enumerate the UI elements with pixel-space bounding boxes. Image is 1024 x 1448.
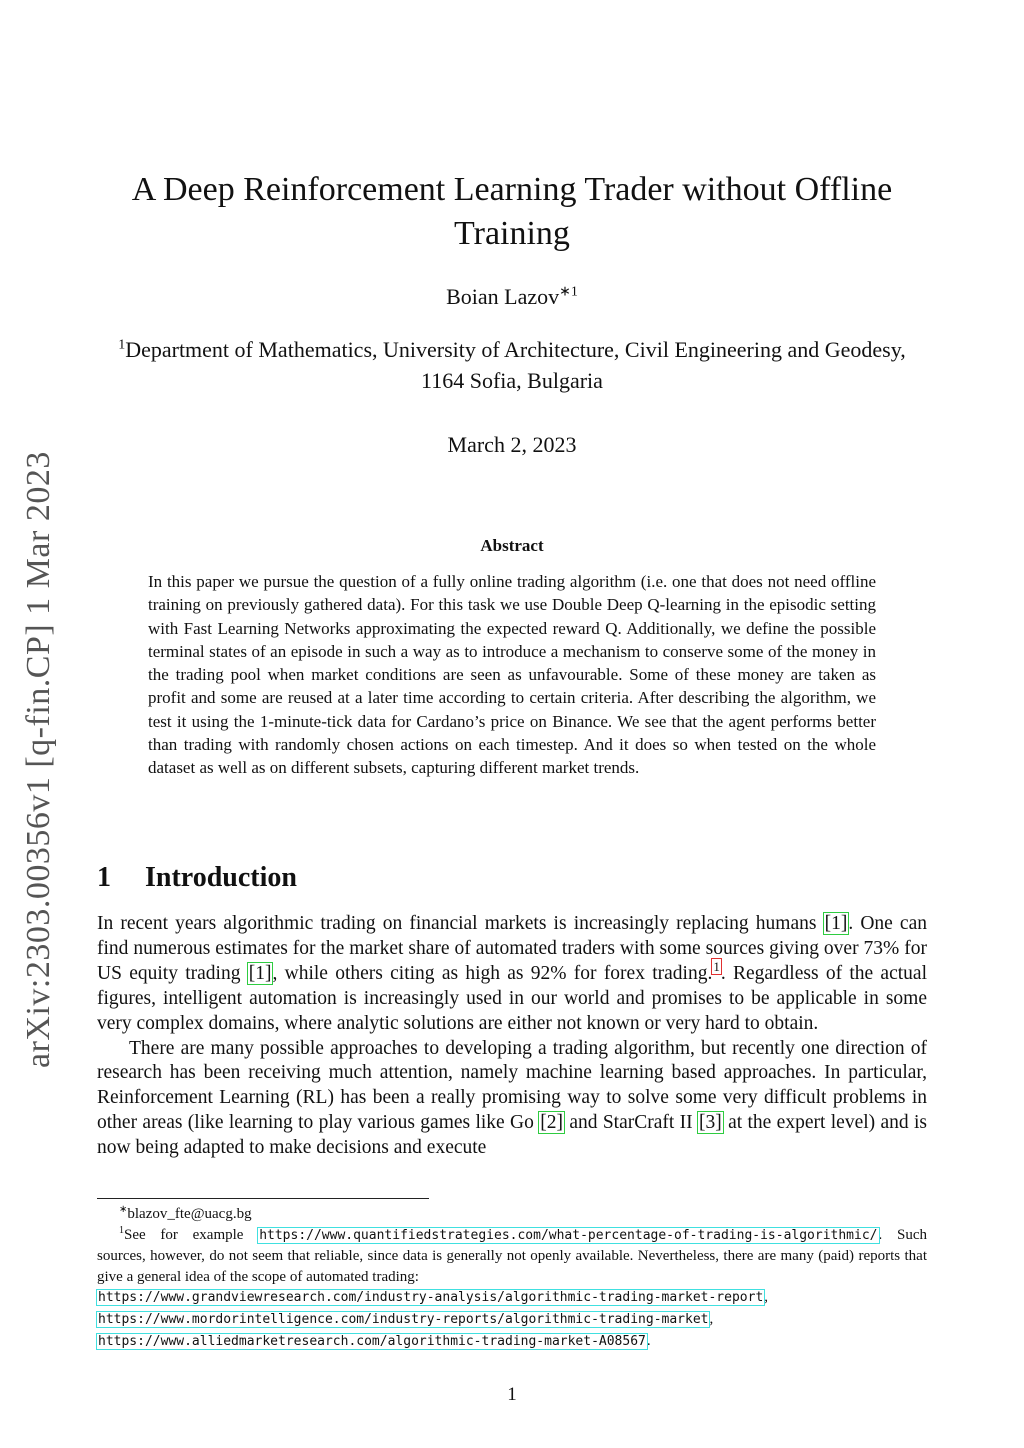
section-heading (97, 862, 297, 894)
footnote-ref-link[interactable]: 1 (713, 959, 720, 975)
citation-link[interactable]: [1] (248, 962, 272, 984)
page-number: 1 (507, 1384, 517, 1405)
abstract-text: In this paper we pursue the question of a fully online trading algorithm (i.e. one that does not need offline training on previously gathered data). For this task we use Double Deep Q-learning in the episodic setting with Fast Learning Networks approximating the expected reward Q. Additionally, we define the possible terminal states of an episode in such a way as to introduce a mechanism to conserve some of the money in the trading pool when market conditions are seen as unfavourable. Some of these money are taken as profit and some are reused at a later time according to certain criteria. After describing the algorithm, we test it using the 1-minute-tick data for Cardano’s price on Binance. We see that the agent performs better than trading with randomly chosen actions on each timestep. And it does so when tested on the whole dataset as well as on different subsets, capturing different market trends. (148, 572, 876, 778)
intro-paragraph-1 (97, 912, 927, 1037)
footnote-url-link[interactable]: https://www.alliedmarketresearch.com/algorithmic-trading-market-A08567 (98, 1333, 646, 1349)
footnote-url-link[interactable]: https://www.quantifiedstrategies.com/what-percentage-of-trading-is-algorithmic/ (259, 1227, 878, 1243)
intro-text: , while others citing as high as 92% for forex trading. (272, 962, 713, 984)
footnote-url-line: https://www.mordorintelligence.com/industry-reports/algorithmic-trading-market, (98, 1310, 714, 1327)
arxiv-stamp: arXiv:2303.00356v1 [q-fin.CP] 1 Mar 2023 (20, 451, 57, 1068)
footnote-1 (97, 1225, 927, 1288)
footnotes (97, 1204, 927, 1352)
paper-title: A Deep Reinforcement Learning Trader without Offline Training (131, 171, 893, 252)
intro-text: and StarCraft II (563, 1112, 698, 1134)
citation-link[interactable]: [3] (699, 1112, 722, 1134)
abstract-heading: Abstract (480, 536, 544, 555)
author-marks: ∗1 (559, 284, 578, 300)
footnote-email-text: blazov_fte@uacg.bg (127, 1206, 252, 1222)
affiliation (96, 334, 928, 396)
affiliation-mark: 1 (118, 337, 126, 353)
citation-link[interactable]: [2] (540, 1112, 563, 1134)
introduction-body (97, 912, 927, 1161)
footnote-text: See for example (124, 1226, 259, 1243)
intro-text: at the expert level) and is now being adapted to make decisions and execute (97, 1112, 927, 1159)
author-line (0, 284, 1024, 310)
footnote-divider (97, 1198, 429, 1199)
footnote-url-link[interactable]: https://www.grandviewresearch.com/industry-analysis/algorithmic-trading-market-report (98, 1290, 764, 1306)
section-number: 1 (97, 862, 111, 893)
footnote-email (97, 1204, 927, 1225)
intro-text: . One can find numerous estimates for the market share of automated traders with some sources giving over 73% for US equity trading (97, 913, 927, 984)
intro-text: There are many possible approaches to developing a trading algorithm, but recently one direction of research has been receiving much attention, namely machine learning based approaches. In particular, Reinforcement Learning (RL) has been a really promising way to solve some very difficult problems in other areas (like learning to play various games like Go (97, 1037, 927, 1134)
footnote-url-line: https://www.alliedmarketresearch.com/algorithmic-trading-market-A08567. (98, 1332, 651, 1349)
author-name: Boian Lazov (446, 284, 560, 309)
footnote-mark: 1 (119, 1224, 124, 1236)
footnote-url-link[interactable]: https://www.mordorintelligence.com/industry-reports/algorithmic-trading-market (98, 1311, 709, 1327)
citation-link[interactable]: [1] (824, 913, 848, 934)
affiliation-text: Department of Mathematics, University of Architecture, Civil Engineering and Geodesy, 1164 Sofia, Bulgaria (125, 337, 906, 393)
section-title: Introduction (145, 862, 297, 893)
footnote-url-line: https://www.grandviewresearch.com/industry-analysis/algorithmic-trading-market-report, (98, 1289, 769, 1306)
footnote-mark: ∗ (119, 1204, 128, 1215)
footnote-text: . Such sources, however, do not seem that reliable, since data is generally not openly available. Nevertheless, there are many (paid) reports that give a general idea of the scope of automated trading: (97, 1226, 927, 1285)
paper-date: March 2, 2023 (447, 432, 577, 457)
intro-text: In recent years algorithmic trading on financial markets is increasingly replacing humans (97, 913, 824, 934)
intro-paragraph-2 (97, 1037, 927, 1162)
intro-text: . Regardless of the actual figures, intelligent automation is increasingly used in our world and promises to be applicable in some very complex domains, where analytic solutions are either not known or very hard to obtain. (97, 962, 927, 1034)
